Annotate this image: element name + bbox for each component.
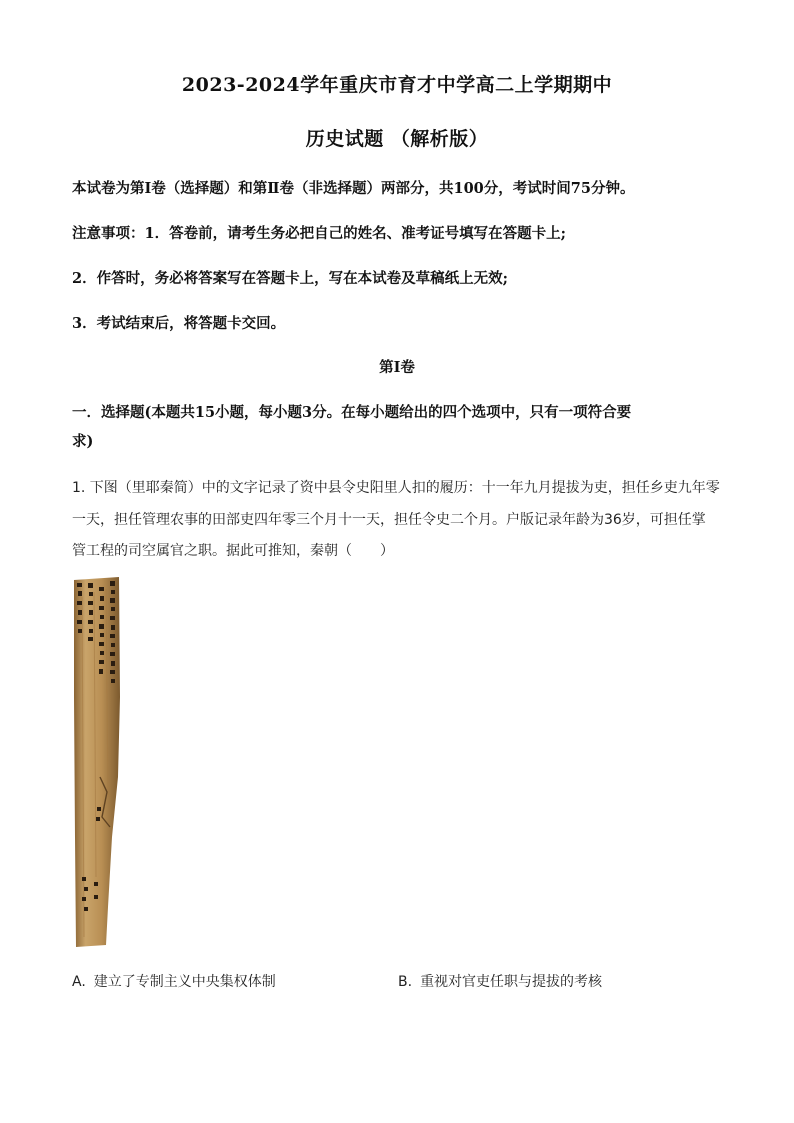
option-a bbox=[72, 971, 276, 991]
question-1-text: 一天，担任管理农事的田部吏四年零三个月十一天，担任令史二个月。户版记录年龄为36岁，可担任掌 bbox=[72, 512, 706, 528]
option-b-text: 重视对官吏任职与提拔的考核 bbox=[420, 974, 603, 990]
question-1-text: 管工程的司空属官之职。据此可推知，秦朝（ ） bbox=[72, 543, 394, 559]
part-heading-continued: 求) bbox=[72, 433, 94, 450]
instruction-line: 注意事项：1．答卷前，请考生务必把自己的姓名、准考证号填写在答题卡上; bbox=[72, 225, 566, 242]
exam-subtitle: 历史试题 （解析版） bbox=[305, 128, 489, 150]
option-a-letter: A. bbox=[72, 974, 86, 990]
option-b-letter: B. bbox=[398, 974, 413, 990]
option-a-text: 建立了专制主义中央集权体制 bbox=[93, 974, 276, 990]
bamboo-slip-image bbox=[72, 577, 122, 947]
question-1-text: 1. 下图（里耶秦简）中的文字记录了资中县令史阳里人扣的履历：十一年九月提拔为吏，担任乡吏九年零 bbox=[72, 480, 720, 496]
part-heading: 一．选择题(本题共15小题，每小题3分。在每小题给出的四个选项中，只有一项符合要 bbox=[72, 404, 632, 421]
exam-title: 2023-2024学年重庆市育才中学高二上学期期中 bbox=[181, 74, 613, 96]
instruction-line: 2．作答时，务必将答案写在答题卡上，写在本试卷及草稿纸上无效; bbox=[72, 270, 508, 287]
option-b bbox=[398, 971, 602, 991]
instruction-line: 3．考试结束后，将答题卡交回。 bbox=[72, 315, 286, 332]
instruction-line: 本试卷为第Ⅰ卷（选择题）和第Ⅱ卷（非选择题）两部分，共100分，考试时间75分钟。 bbox=[72, 180, 635, 197]
section-title: 第Ⅰ卷 bbox=[379, 359, 415, 376]
